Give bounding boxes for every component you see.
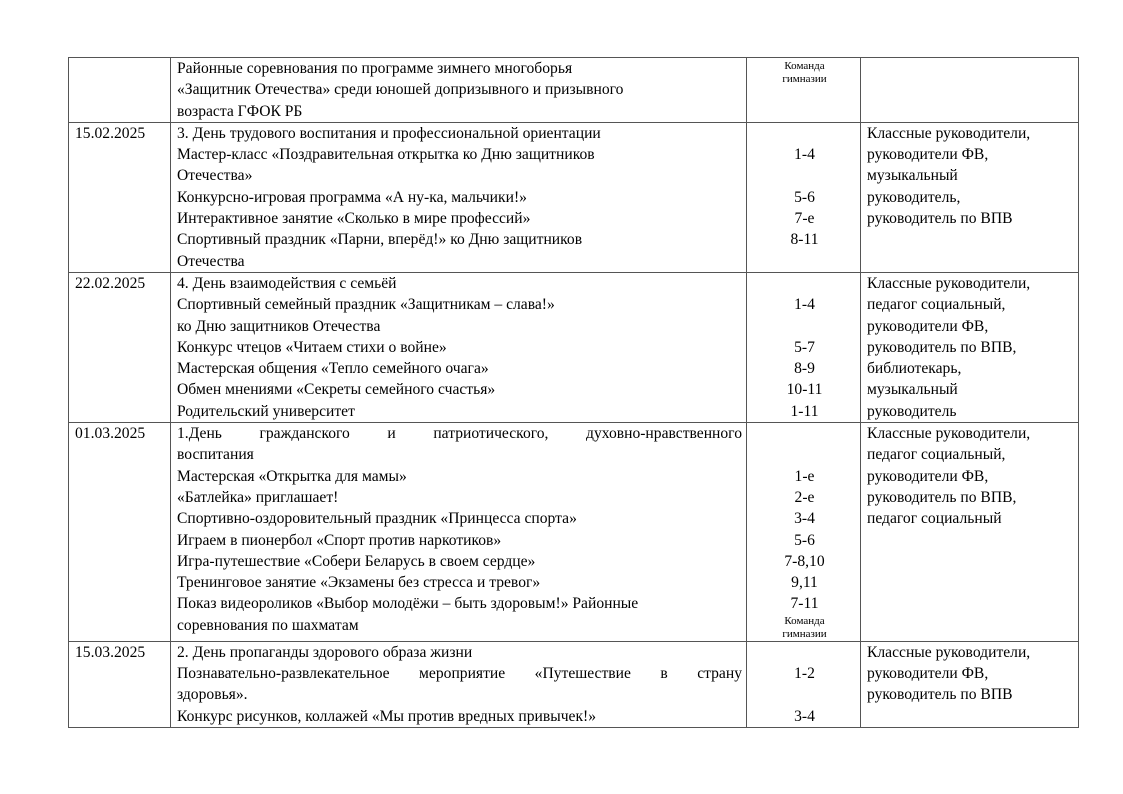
class-value: 3-4 [794, 510, 815, 528]
table-row [69, 641, 1079, 727]
event-date: 22.02.2025 [75, 274, 146, 292]
event-line: Отечества» [177, 167, 253, 185]
responsible-line: руководители ФВ, [867, 146, 989, 164]
class-cell [747, 122, 861, 272]
class-value: 1-4 [794, 146, 815, 164]
responsible-line: Классные руководители, [867, 274, 1031, 292]
class-value: 7-8,10 [784, 552, 825, 570]
class-value: 1-е [794, 467, 815, 485]
event-line: 3. День трудового воспитания и профессиональной ориентации [177, 124, 601, 142]
class-value: 2-е [794, 488, 815, 506]
event-line: Обмен мнениями «Секреты семейного счастья» [177, 381, 496, 399]
date-cell [69, 122, 171, 272]
class-value: 10-11 [786, 381, 823, 399]
event-line: Мастерская «Открытка для мамы» [177, 467, 407, 485]
responsible-cell [861, 122, 1079, 272]
event-line: воспитания [177, 446, 254, 464]
event-line: Интерактивное занятие «Сколько в мире профессий» [177, 210, 531, 228]
responsible-line: педагог социальный, [867, 296, 1006, 314]
event-line: Играем в пионербол «Спорт против наркотиков» [177, 531, 502, 549]
responsible-line: библиотекарь, [867, 360, 962, 378]
event-line: 4. День взаимодействия с семьёй [177, 274, 397, 292]
responsible-line: руководители ФВ, [867, 467, 989, 485]
responsible-line: педагог социальный, [867, 446, 1006, 464]
class-value: 1-2 [794, 665, 815, 683]
class-value: 8-9 [794, 360, 815, 378]
event-cell [171, 423, 747, 642]
event-line: здоровья». [177, 686, 248, 704]
responsible-line: руководитель по ВПВ, [867, 338, 1017, 356]
date-cell [69, 423, 171, 642]
class-value: 8-11 [790, 231, 819, 249]
event-line: Показ видеороликов «Выбор молодёжи – быть здоровым!» Районные [177, 595, 639, 613]
class-value: 5-7 [794, 338, 815, 356]
event-date: 01.03.2025 [75, 425, 146, 443]
event-heading: 1.День гражданского и патриотического, духовно-нравственного [177, 425, 742, 443]
table-row [69, 58, 1079, 123]
class-value: 7-е [794, 210, 815, 228]
responsible-line: руководитель по ВПВ [867, 210, 1013, 228]
class-value: 5-6 [794, 188, 815, 206]
event-line: ко Дню защитников Отечества [177, 317, 381, 335]
class-cell [747, 423, 861, 642]
event-line: Игра-путешествие «Собери Беларусь в своем сердце» [177, 552, 536, 570]
date-cell [69, 272, 171, 422]
event-line: «Батлейка» приглашает! [177, 488, 339, 506]
event-line: 2. День пропаганды здорового образа жизни [177, 643, 473, 661]
responsible-cell [861, 58, 1079, 123]
class-value: 1-11 [790, 402, 819, 420]
class-cell [747, 272, 861, 422]
responsible-line: руководитель [867, 402, 957, 420]
events-plan-table [68, 57, 1079, 728]
event-line: соревнования по шахматам [177, 616, 359, 634]
table-row [69, 122, 1079, 272]
event-cell [171, 641, 747, 727]
class-value: 7-11 [790, 595, 819, 613]
table-row [69, 423, 1079, 642]
class-cell [747, 58, 861, 123]
class-note: Команда гимназии [782, 614, 827, 640]
event-cell [171, 272, 747, 422]
responsible-line: руководитель по ВПВ, [867, 488, 1017, 506]
event-line: Спортивный семейный праздник «Защитникам – слава!» [177, 296, 555, 314]
responsible-line: Классные руководители, [867, 124, 1031, 142]
event-line: Конкурсно-игровая программа «А ну-ка, мальчики!» [177, 188, 527, 206]
event-date: 15.03.2025 [75, 643, 146, 661]
event-line: Мастерская общения «Тепло семейного очага» [177, 360, 489, 378]
responsible-line: музыкальный [867, 381, 958, 399]
event-line: «Защитник Отечества» среди юношей допризывного и призывного [177, 81, 624, 99]
class-value: 3-4 [794, 707, 815, 725]
event-cell [171, 58, 747, 123]
responsible-cell [861, 423, 1079, 642]
event-line: Познавательно-развлекательное мероприятие «Путешествие в страну [177, 665, 742, 683]
event-line: Конкурс чтецов «Читаем стихи о войне» [177, 338, 447, 356]
date-cell [69, 58, 171, 123]
event-line: Конкурс рисунков, коллажей «Мы против вредных привычек!» [177, 707, 597, 725]
responsible-cell [861, 272, 1079, 422]
event-line: возраста ГФОК РБ [177, 102, 303, 120]
responsible-line: руководители ФВ, [867, 665, 989, 683]
event-date: 15.02.2025 [75, 124, 146, 142]
responsible-line: Классные руководители, [867, 425, 1031, 443]
event-line: Тренинговое занятие «Экзамены без стресса и тревог» [177, 574, 541, 592]
event-line: Отечества [177, 252, 245, 270]
class-note: Команда гимназии [782, 60, 827, 85]
responsible-line: руководитель, [867, 188, 961, 206]
class-value: 5-6 [794, 531, 815, 549]
class-value: 1-4 [794, 296, 815, 314]
responsible-cell [861, 641, 1079, 727]
responsible-line: музыкальный [867, 167, 958, 185]
event-line: Мастер-класс «Поздравительная открытка ко Дню защитников [177, 146, 595, 164]
class-value: 9,11 [791, 574, 818, 592]
responsible-line: руководители ФВ, [867, 317, 989, 335]
responsible-line: педагог социальный [867, 510, 1002, 528]
event-line: Районные соревнования по программе зимнего многоборья [177, 60, 573, 77]
event-line: Спортивно-оздоровительный праздник «Принцесса спорта» [177, 510, 577, 528]
date-cell [69, 641, 171, 727]
event-line: Спортивный праздник «Парни, вперёд!» ко Дню защитников [177, 231, 583, 249]
responsible-line: руководитель по ВПВ [867, 686, 1013, 704]
responsible-line: Классные руководители, [867, 643, 1031, 661]
event-cell [171, 122, 747, 272]
class-cell [747, 641, 861, 727]
table-row [69, 272, 1079, 422]
event-line: Родительский университет [177, 402, 355, 420]
